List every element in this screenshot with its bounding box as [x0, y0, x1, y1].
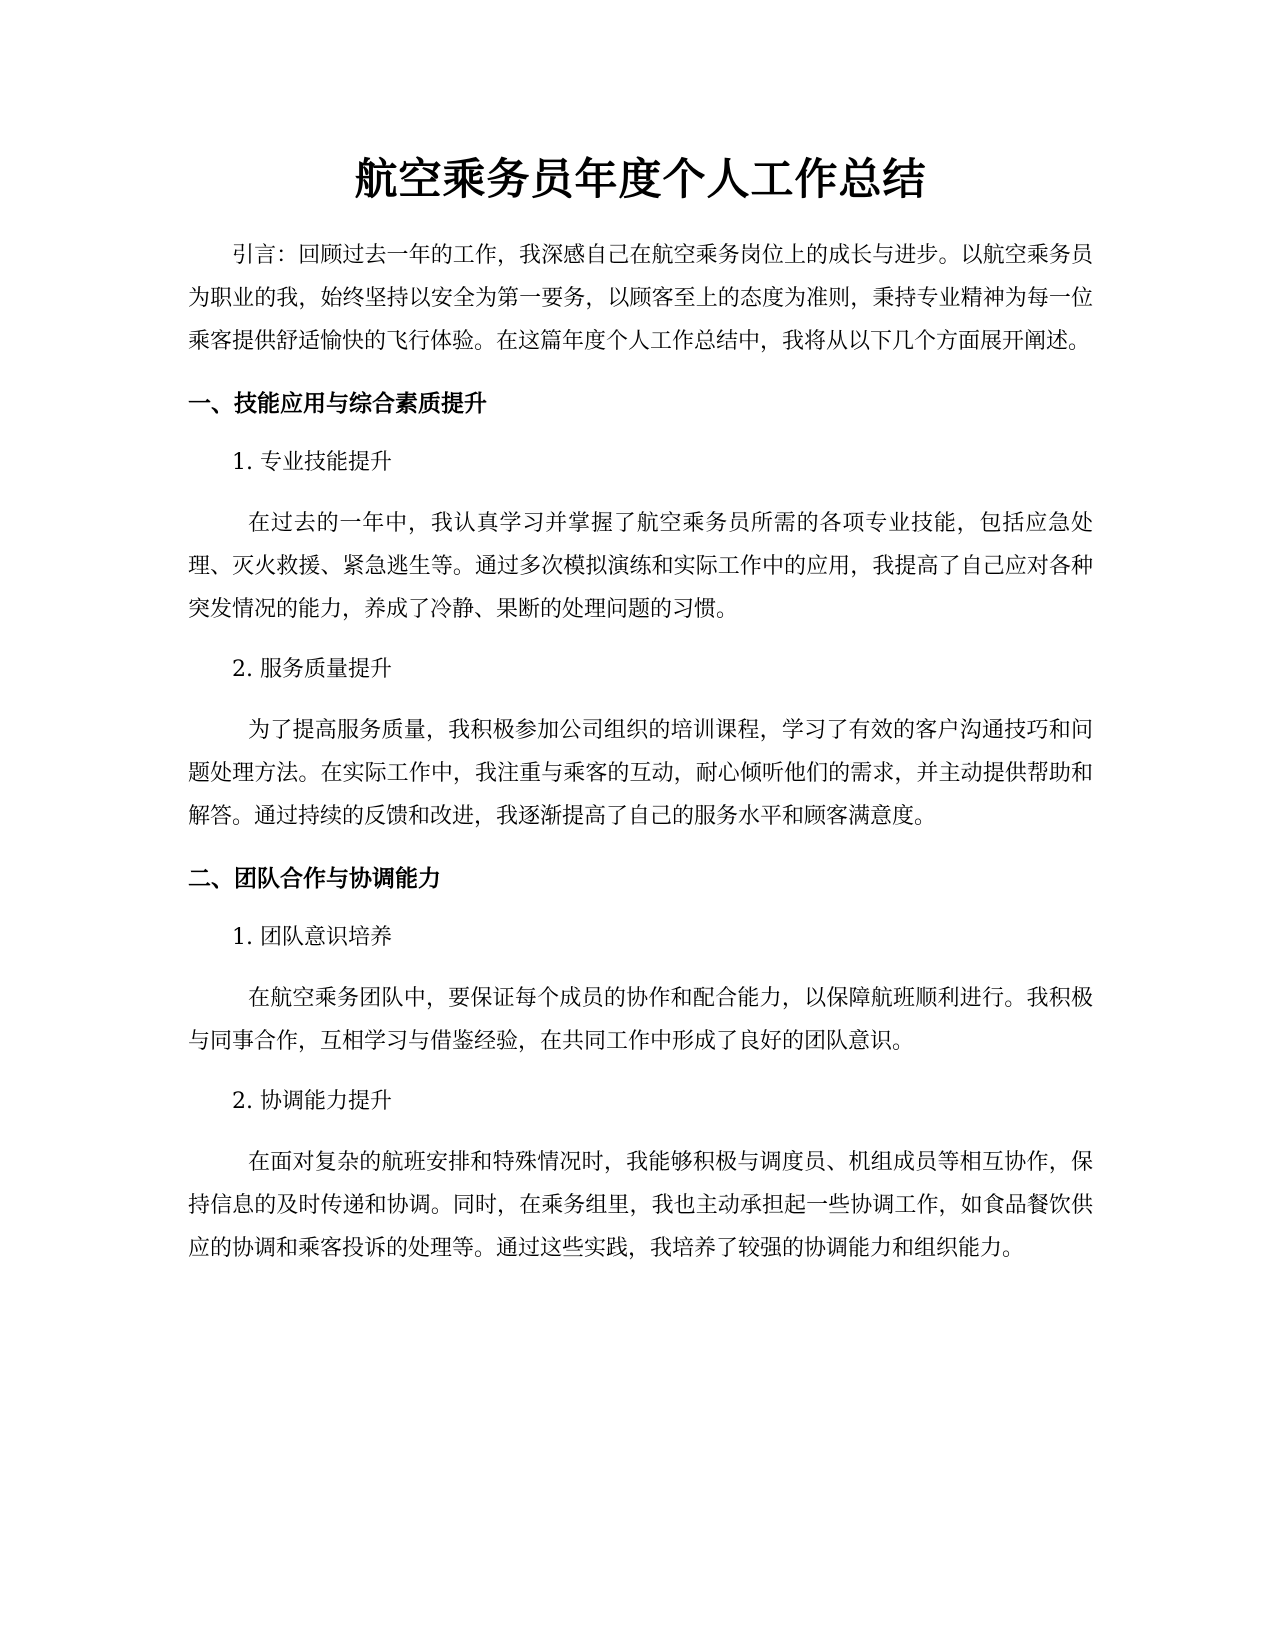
subsection-paragraph: 为了提高服务质量，我积极参加公司组织的培训课程，学习了有效的客户沟通技巧和问题处理方法。在实际工作中，我注重与乘客的互动，耐心倾听他们的需求，并主动提供帮助和解答。通过持续的反馈和改进，我逐渐提高了自己的服务水平和顾客满意度。 [188, 718, 1093, 829]
subsection-heading: 2. 服务质量提升 [232, 657, 392, 682]
subsection-heading: 1. 团队意识培养 [232, 925, 392, 950]
section-heading: 二、团队合作与协调能力 [188, 866, 441, 892]
section-heading: 一、技能应用与综合素质提升 [188, 391, 487, 417]
subsection-paragraph: 在面对复杂的航班安排和特殊情况时，我能够积极与调度员、机组成员等相互协作，保持信息的及时传递和协调。同时，在乘务组里，我也主动承担起一些协调工作，如食品餐饮供应的协调和乘客投诉的处理等。通过这些实践，我培养了较强的协调能力和组织能力。 [188, 1150, 1093, 1261]
subsection-heading: 2. 协调能力提升 [232, 1089, 392, 1114]
subsection-heading: 1. 专业技能提升 [232, 450, 392, 475]
document-content [188, 148, 1093, 1270]
intro-paragraph: 引言：回顾过去一年的工作，我深感自己在航空乘务岗位上的成长与进步。以航空乘务员为职业的我，始终坚持以安全为第一要务，以顾客至上的态度为准则，秉持专业精神为每一位乘客提供舒适愉快的飞行体验。在这篇年度个人工作总结中，我将从以下几个方面展开阐述。 [188, 243, 1093, 354]
subsection-paragraph: 在航空乘务团队中，要保证每个成员的协作和配合能力，以保障航班顺利进行。我积极与同事合作，互相学习与借鉴经验，在共同工作中形成了良好的团队意识。 [188, 986, 1093, 1054]
subsection-paragraph: 在过去的一年中，我认真学习并掌握了航空乘务员所需的各项专业技能，包括应急处理、灭火救援、紧急逃生等。通过多次模拟演练和实际工作中的应用，我提高了自己应对各种突发情况的能力，养成了冷静、果断的处理问题的习惯。 [188, 511, 1093, 622]
document-title: 航空乘务员年度个人工作总结 [354, 155, 927, 205]
